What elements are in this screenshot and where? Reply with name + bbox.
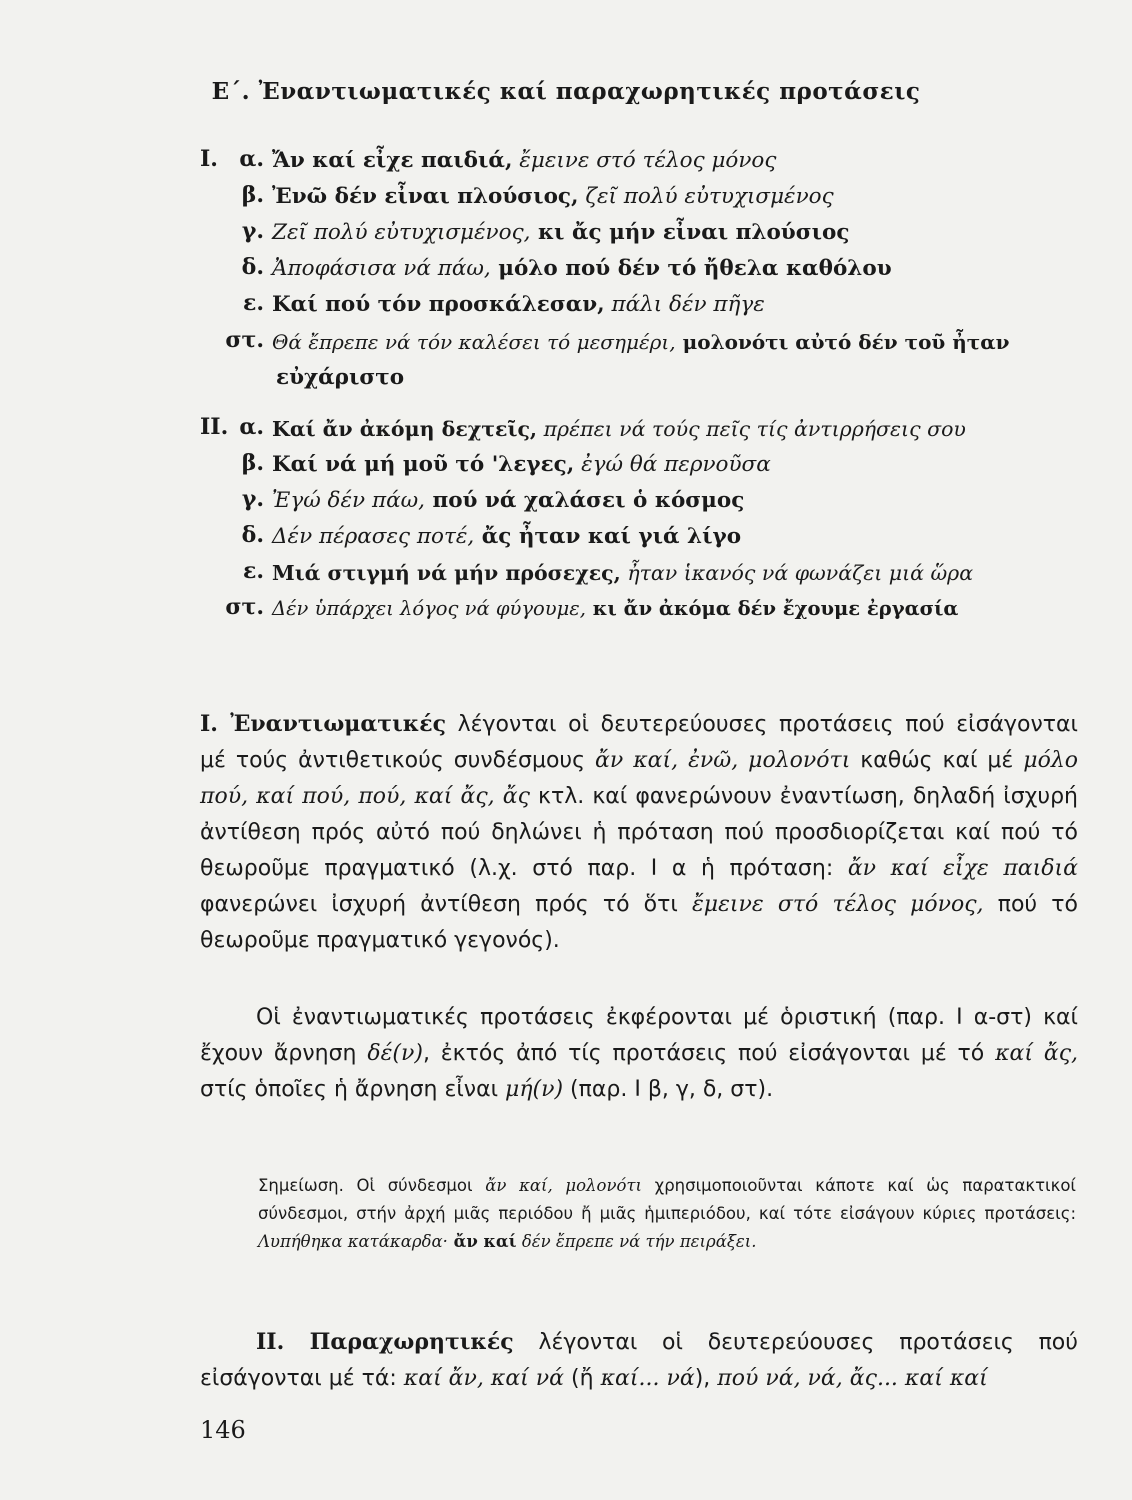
g1-example-d: Ἀποφάσισα νά πάω, μόλο πού δέν τό ἤθελα καθόλου xyxy=(272,256,892,281)
g1-label-f: στ. xyxy=(225,327,264,353)
g2-label-b: β. xyxy=(241,450,264,476)
page-number: 146 xyxy=(200,1416,246,1444)
g1-example-e: Καί πού τόν προσκάλεσαν, πάλι δέν πῆγε xyxy=(272,292,765,317)
paragraph-concessive-2-definition: ΙΙ. Παραχωρητικές λέγονται οἱ δευτερεύουσες προτάσεις πού εἰσάγονται μέ τά: καί ἄν, καί νά (ἤ καί... νά), πού νά, νά, ἄς... καί καί xyxy=(200,1329,1079,1391)
g1-label-a: α. xyxy=(239,146,264,172)
g2-example-e: Μιά στιγμή νά μήν πρόσεχες, ἦταν ἱκανός νά φωνάζει μιά ὥρα xyxy=(272,561,974,585)
g2-label-a: α. xyxy=(239,414,264,440)
g2-label-e: ε. xyxy=(242,558,264,584)
note: Σημείωση. Οἱ σύνδεσμοι ἄν καί, μολονότι χρησιμοποιοῦνται κάποτε καί ὡς παρατακτικοί σύνδεσμοι, στήν ἀρχή μιᾶς περιόδου ἤ μιᾶς ἡμιπεριόδου, καί τότε εἰσάγουν κύριες προτάσεις: Λυπήθηκα κατάκαρδα· ἄν καί δέν ἔπρεπε νά τήν πειράξει. xyxy=(258,1176,1076,1251)
g2-example-c: Ἐγώ δέν πάω, πού νά χαλάσει ὁ κόσμος xyxy=(272,488,745,513)
g1-example-c: Ζεῖ πολύ εὐτυχισμένος, κι ἄς μήν εἶναι πλούσιος xyxy=(272,220,850,245)
section-heading: Ε΄. Ἐναντιωματικές καί παραχωρητικές προτάσεις xyxy=(211,78,921,105)
g1-example-f-cont: εὐχάριστο xyxy=(276,365,405,390)
paragraph-concessive-mood: Οἱ ἐναντιωματικές προτάσεις ἐκφέρονται μέ ὁριστική (παρ. Ι α-στ) καί ἔχουν ἄρνηση δέ(ν), ἐκτός ἀπό τίς προτάσεις πού εἰσάγονται μέ τό καί ἄς, στίς ὁποῖες ἡ ἄρνηση εἶναι μή(ν) (παρ. Ι β, γ, δ, στ). xyxy=(200,1005,1079,1102)
group-2-numeral: ΙΙ. xyxy=(200,414,229,440)
g2-example-a: Καί ἄν ἀκόμη δεχτεῖς, πρέπει νά τούς πεῖς τίς ἀντιρρήσεις σου xyxy=(272,417,966,441)
g1-label-b: β. xyxy=(241,182,264,208)
g1-label-c: γ. xyxy=(241,218,264,244)
g2-label-f: στ. xyxy=(225,594,264,620)
g1-label-d: δ. xyxy=(241,254,264,280)
g1-example-f: Θά ἔπρεπε νά τόν καλέσει τό μεσημέρι, μολονότι αὐτό δέν τοῦ ἦταν xyxy=(272,330,1010,354)
group-1-numeral: Ι. xyxy=(200,146,218,172)
g2-label-c: γ. xyxy=(241,486,264,512)
g1-label-e: ε. xyxy=(242,290,264,316)
g2-example-f: Δέν ὑπάρχει λόγος νά φύγουμε, κι ἄν ἀκόμα δέν ἔχουμε ἐργασία xyxy=(272,597,959,620)
g1-example-a: Ἄν καί εἶχε παιδιά, ἔμεινε στό τέλος μόνος xyxy=(272,148,777,173)
g2-example-b: Καί νά μή μοῦ τό 'λεγες, ἐγώ θά περνοῦσα xyxy=(272,452,771,477)
paragraph-concessive-definition: Ι. Ἐναντιωματικές λέγονται οἱ δευτερεύουσες προτάσεις πού εἰσάγονται μέ τούς ἀντιθετικούς συνδέσμους ἄν καί, ἐνῶ, μολονότι καθώς καί μέ μόλο πού, καί πού, πού, καί ἄς, ἄς κτλ. καί φανερώνουν ἐναντίωση, δηλαδή ἰσχυρή ἀντίθεση πρός αὐτό πού δηλώνει ἡ πρόταση πού προσδιορίζεται καί πού τό θεωροῦμε πραγματικό (λ.χ. στό παρ. Ι α ἡ πρόταση: ἄν καί εἶχε παιδιά φανερώνει ἰσχυρή ἀντίθεση πρός τό ὅτι ἔμεινε στό τέλος μόνος, πού τό θεωροῦμε πραγματικό γεγονός). xyxy=(200,711,1079,953)
g2-label-d: δ. xyxy=(241,522,264,548)
g1-example-b: Ἐνῶ δέν εἶναι πλούσιος, ζεῖ πολύ εὐτυχισμένος xyxy=(272,184,834,209)
g2-example-d: Δέν πέρασες ποτέ, ἄς ἦταν καί γιά λίγο xyxy=(272,524,742,549)
